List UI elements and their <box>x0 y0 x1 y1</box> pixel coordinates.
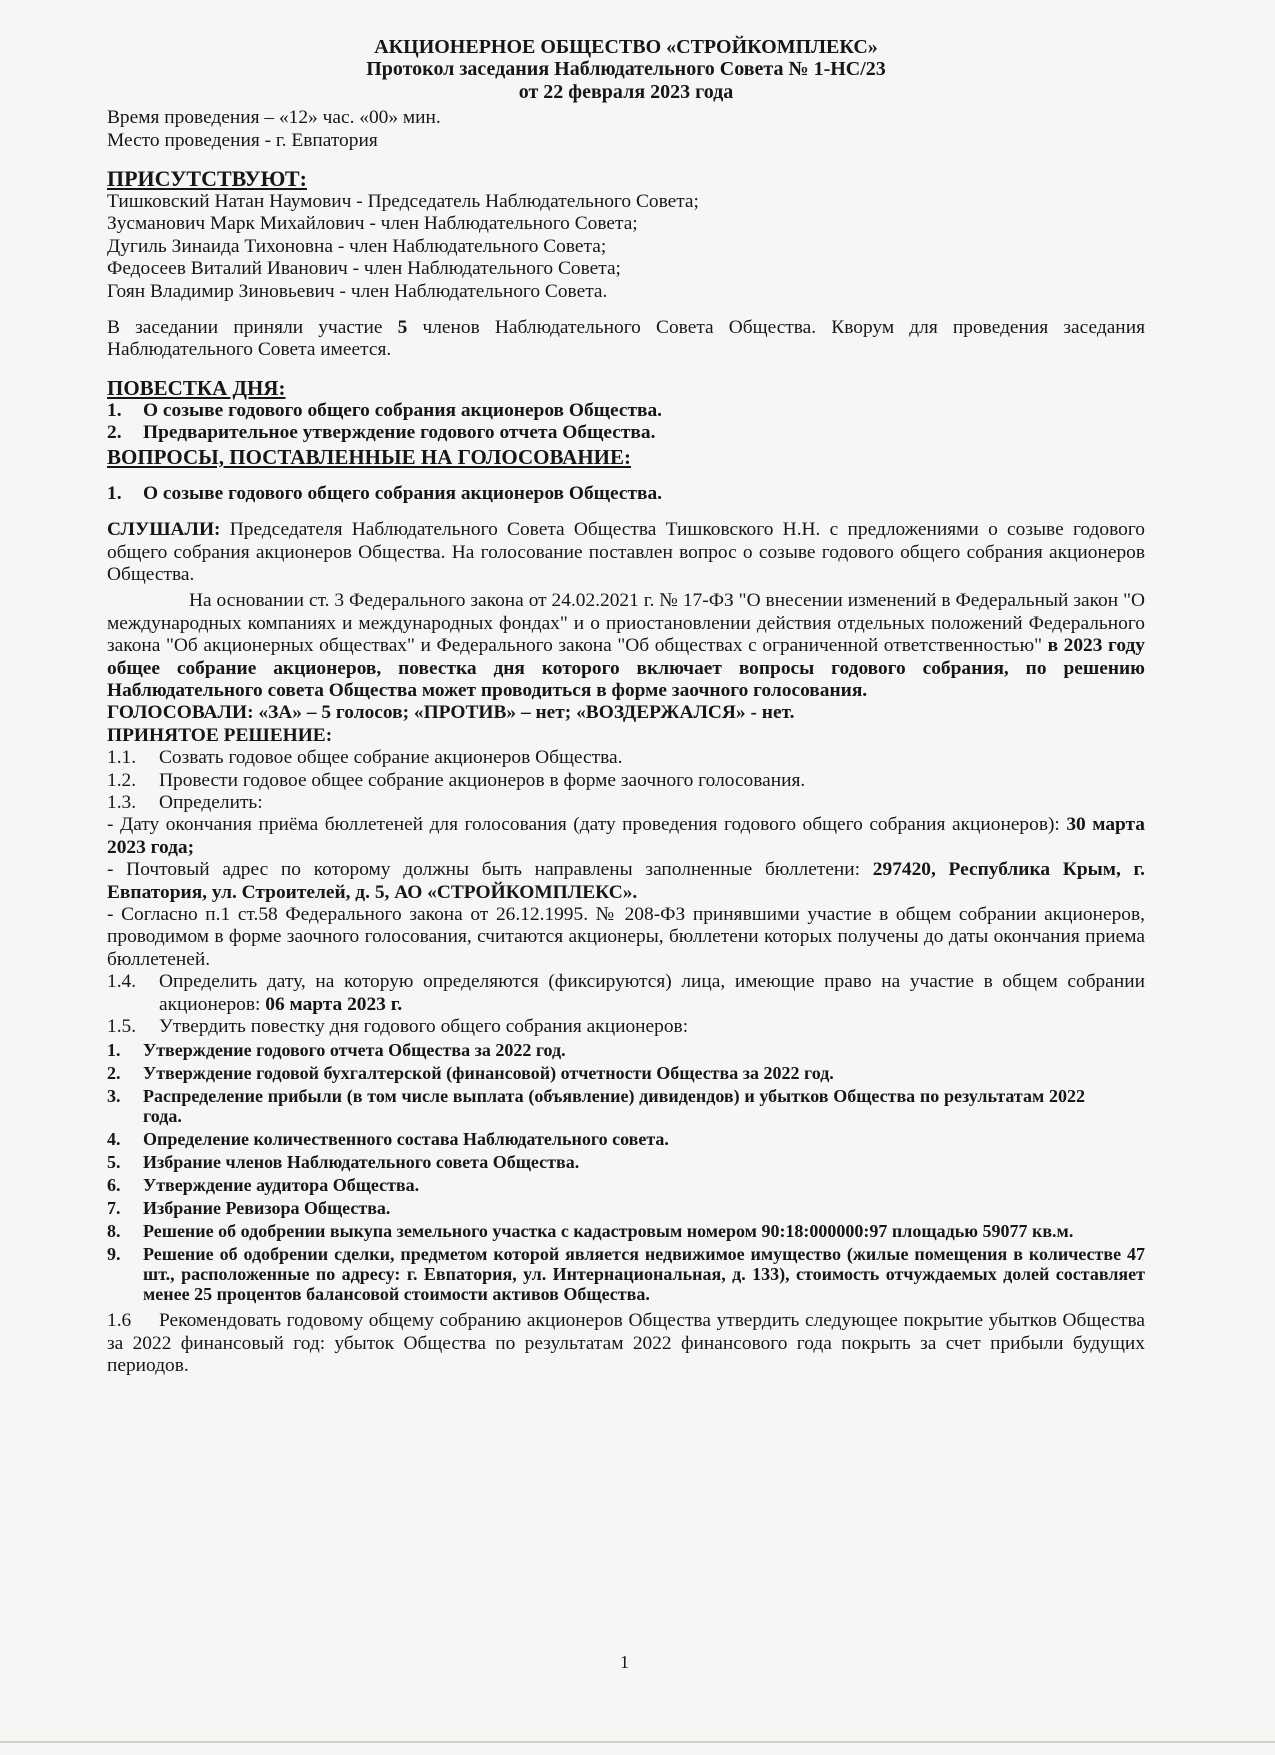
agm-agenda-item <box>107 1129 1145 1149</box>
meeting-place: Место проведения - г. Евпатория <box>107 129 378 151</box>
address-text: - Почтовый адрес по которому должны быть направлены заполненные бюллетени: <box>107 859 873 881</box>
company-name: АКЦИОНЕРНОЕ ОБЩЕСТВО «СТРОЙКОМПЛЕКС» <box>374 36 878 58</box>
vote-result: ГОЛОСОВАЛИ: «ЗА» – 5 голосов; «ПРОТИВ» – нет; «ВОЗДЕРЖАЛСЯ» - нет. <box>107 702 795 724</box>
decision-number: 1.2. <box>107 769 137 791</box>
decision-number: 1.6 <box>107 1310 132 1332</box>
agenda-item <box>107 422 1145 444</box>
decision-text: Определить: <box>159 791 263 813</box>
agenda-item-number: 2. <box>107 422 122 444</box>
decision-text: Рекомендовать годовому общему собранию акционеров Общества утвердить следующее покрытие убытков Общества за 2022 финансовый год: убыток Общества по результатам 2022 финансового года покрыть за счет прибыли будущих периодов. <box>107 1310 1145 1377</box>
agm-item-number: 5. <box>107 1152 121 1173</box>
decision-item <box>107 770 1145 792</box>
decision-item <box>107 971 1145 1016</box>
law-paragraph: - Согласно п.1 ст.58 Федерального закона от 26.12.1995. № 208-ФЗ принявшими участие в общем собрании акционеров, проводимом в форме заочного голосования, считаются акционеры, бюллетени которых получены до даты окончания приема бюллетеней. <box>107 904 1145 970</box>
decision-item <box>107 1310 1145 1377</box>
agm-agenda-list <box>107 1040 1145 1304</box>
agm-agenda-item <box>107 1175 1145 1195</box>
agm-item-number: 1. <box>107 1040 121 1061</box>
document-body <box>107 36 1145 1378</box>
agm-agenda-item <box>107 1152 1145 1172</box>
page-number: 1 <box>620 1652 629 1672</box>
protocol-date: от 22 февраля 2023 года <box>518 80 734 103</box>
agm-item-number: 9. <box>107 1244 121 1265</box>
present-member: Зусманович Марк Михайлович - член Наблюдательного Совета; <box>107 213 638 235</box>
basis-text: На основании ст. 3 Федерального закона от 24.02.2021 г. № 17-ФЗ "О внесении изменений в Федеральный закон "О международных компаниях и международных фондах" и о приостановлении действия отдельных положений Федерального закона "Об акционерных обществах" и Федерального закона "Об обществах с ограниченной ответственностью" <box>107 590 1145 657</box>
agenda-item-number: 1. <box>107 399 122 421</box>
decision-number: 1.3. <box>107 791 137 813</box>
postal-address: 297420, Республика Крым, г. Евпатория, ул. Строителей, д. 5, АО «СТРОЙКОМПЛЕКС». <box>107 859 1145 903</box>
agenda-item <box>107 400 1145 422</box>
decision-heading: ПРИНЯТОЕ РЕШЕНИЕ: <box>107 724 333 746</box>
question-item <box>107 483 1145 505</box>
decision-number: 1.1. <box>107 747 137 769</box>
questions-heading: ВОПРОСЫ, ПОСТАВЛЕННЫЕ НА ГОЛОСОВАНИЕ: <box>107 444 632 469</box>
listened-paragraph <box>107 519 1145 586</box>
agenda-item-text: Предварительное утверждение годового отчета Общества. <box>143 422 656 444</box>
quorum-text <box>107 317 1145 362</box>
decision-text: Утвердить повестку дня годового общего собрания акционеров: <box>159 1016 689 1038</box>
agm-item-text: Избрание Ревизора Общества. <box>143 1198 391 1219</box>
present-member: Гоян Владимир Зиновьевич - член Наблюдательного Совета. <box>107 280 608 302</box>
agm-item-number: 3. <box>107 1086 121 1107</box>
agm-agenda-item <box>107 1244 1145 1304</box>
question-number: 1. <box>107 482 122 504</box>
agm-agenda-item <box>107 1040 1145 1060</box>
agm-item-number: 2. <box>107 1063 121 1084</box>
present-heading: ПРИСУТСТВУЮТ: <box>107 166 307 192</box>
agm-item-number: 7. <box>107 1198 121 1219</box>
protocol-title: Протокол заседания Наблюдательного Совета № 1-НС/23 <box>366 58 886 81</box>
present-member: Дугиль Зинаида Тихоновна - член Наблюдательного Совета; <box>107 235 607 257</box>
agm-item-number: 6. <box>107 1175 121 1196</box>
address-paragraph <box>107 859 1145 904</box>
agm-agenda-item <box>107 1198 1145 1218</box>
present-list <box>107 191 1145 303</box>
agm-item-text: Решение об одобрении сделки, предметом которой является недвижимое имущество (жилые помещения в количестве 47 шт., расположенные по адресу: г. Евпатория, ул. Интернациональная, д. 133), стоимость отчуждаемых долей составляет менее 25 процентов балансовой стоимости активов Общества. <box>143 1244 1145 1305</box>
quorum-count: 5 <box>397 317 408 339</box>
basis-bold: в 2023 году общее собрание акционеров, повестка дня которого включает вопросы годового собрания, по решению Наблюдательного совета Общества может проводиться в форме заочного голосования. <box>107 635 1145 701</box>
agm-agenda-item <box>107 1221 1145 1241</box>
decision-text <box>159 971 1145 1016</box>
agm-agenda-item <box>107 1086 1145 1126</box>
decision-item <box>107 1016 1145 1038</box>
quorum-post: членов Наблюдательного Совета Общества. Кворум для проведения заседания Наблюдательного Совета имеется. <box>107 317 1145 361</box>
agm-item-text: Утверждение годового отчета Общества за 2022 год. <box>143 1040 566 1061</box>
decision-item <box>107 747 1145 769</box>
record-date: 06 марта 2023 г. <box>265 993 403 1015</box>
decision-number: 1.5. <box>107 1016 137 1038</box>
agm-item-text: Решение об одобрении выкупа земельного участка с кадастровым номером 90:18:000000:97 площадью 59077 кв.м. <box>143 1221 1074 1242</box>
agm-item-text: Утверждение годовой бухгалтерской (финансовой) отчетности Общества за 2022 год. <box>143 1063 834 1084</box>
present-member: Тишковский Натан Наумович - Председатель Наблюдательного Совета; <box>107 191 699 213</box>
question-text: О созыве годового общего собрания акционеров Общества. <box>143 482 663 504</box>
agm-item-text: Утверждение аудитора Общества. <box>143 1175 420 1196</box>
deadline-text: - Дату окончания приёма бюллетеней для голосования (дату проведения годового общего собрания акционеров): <box>107 814 1067 836</box>
basis-paragraph <box>107 590 1145 702</box>
deadline-paragraph <box>107 814 1145 859</box>
listened-label: СЛУШАЛИ: <box>107 519 221 541</box>
decision-number: 1.4. <box>107 971 137 993</box>
agm-item-number: 4. <box>107 1129 121 1150</box>
deadline-date: 30 марта 2023 года; <box>107 814 1146 858</box>
decision-text: Созвать годовое общее собрание акционеров Общества. <box>159 747 623 769</box>
quorum-pre: В заседании приняли участие <box>107 317 398 339</box>
listened-text: Председателя Наблюдательного Совета Общества Тишковского Н.Н. с предложениями о созыве годового общего собрания акционеров Общества. На голосование поставлен вопрос о созыве годового общего собрания акционеров Общества. <box>107 519 1145 585</box>
agm-item-number: 8. <box>107 1221 121 1242</box>
record-date-text: Определить дату, на которую определяются (фиксируются) лица, имеющие право на участие в общем собрании акционеров: <box>159 971 1145 1015</box>
decision-item <box>107 792 1145 814</box>
agm-item-text: Избрание членов Наблюдательного совета Общества. <box>143 1152 580 1173</box>
agenda-heading: ПОВЕСТКА ДНЯ: <box>107 375 286 400</box>
agm-item-text: Распределение прибыли (в том числе выплата (объявление) дивидендов) и убытков Общества по результатам 2022 года. <box>143 1086 1085 1127</box>
meeting-time: Время проведения – «12» час. «00» мин. <box>107 107 441 129</box>
agm-item-text: Определение количественного состава Наблюдательного совета. <box>143 1129 669 1150</box>
decision-text: Провести годовое общее собрание акционеров в форме заочного голосования. <box>159 769 806 791</box>
scan-edge-line <box>0 1741 1275 1743</box>
present-member: Федосеев Виталий Иванович - член Наблюдательного Совета; <box>107 258 621 280</box>
agm-agenda-item <box>107 1063 1145 1083</box>
agenda-item-text: О созыве годового общего собрания акционеров Общества. <box>143 399 663 421</box>
